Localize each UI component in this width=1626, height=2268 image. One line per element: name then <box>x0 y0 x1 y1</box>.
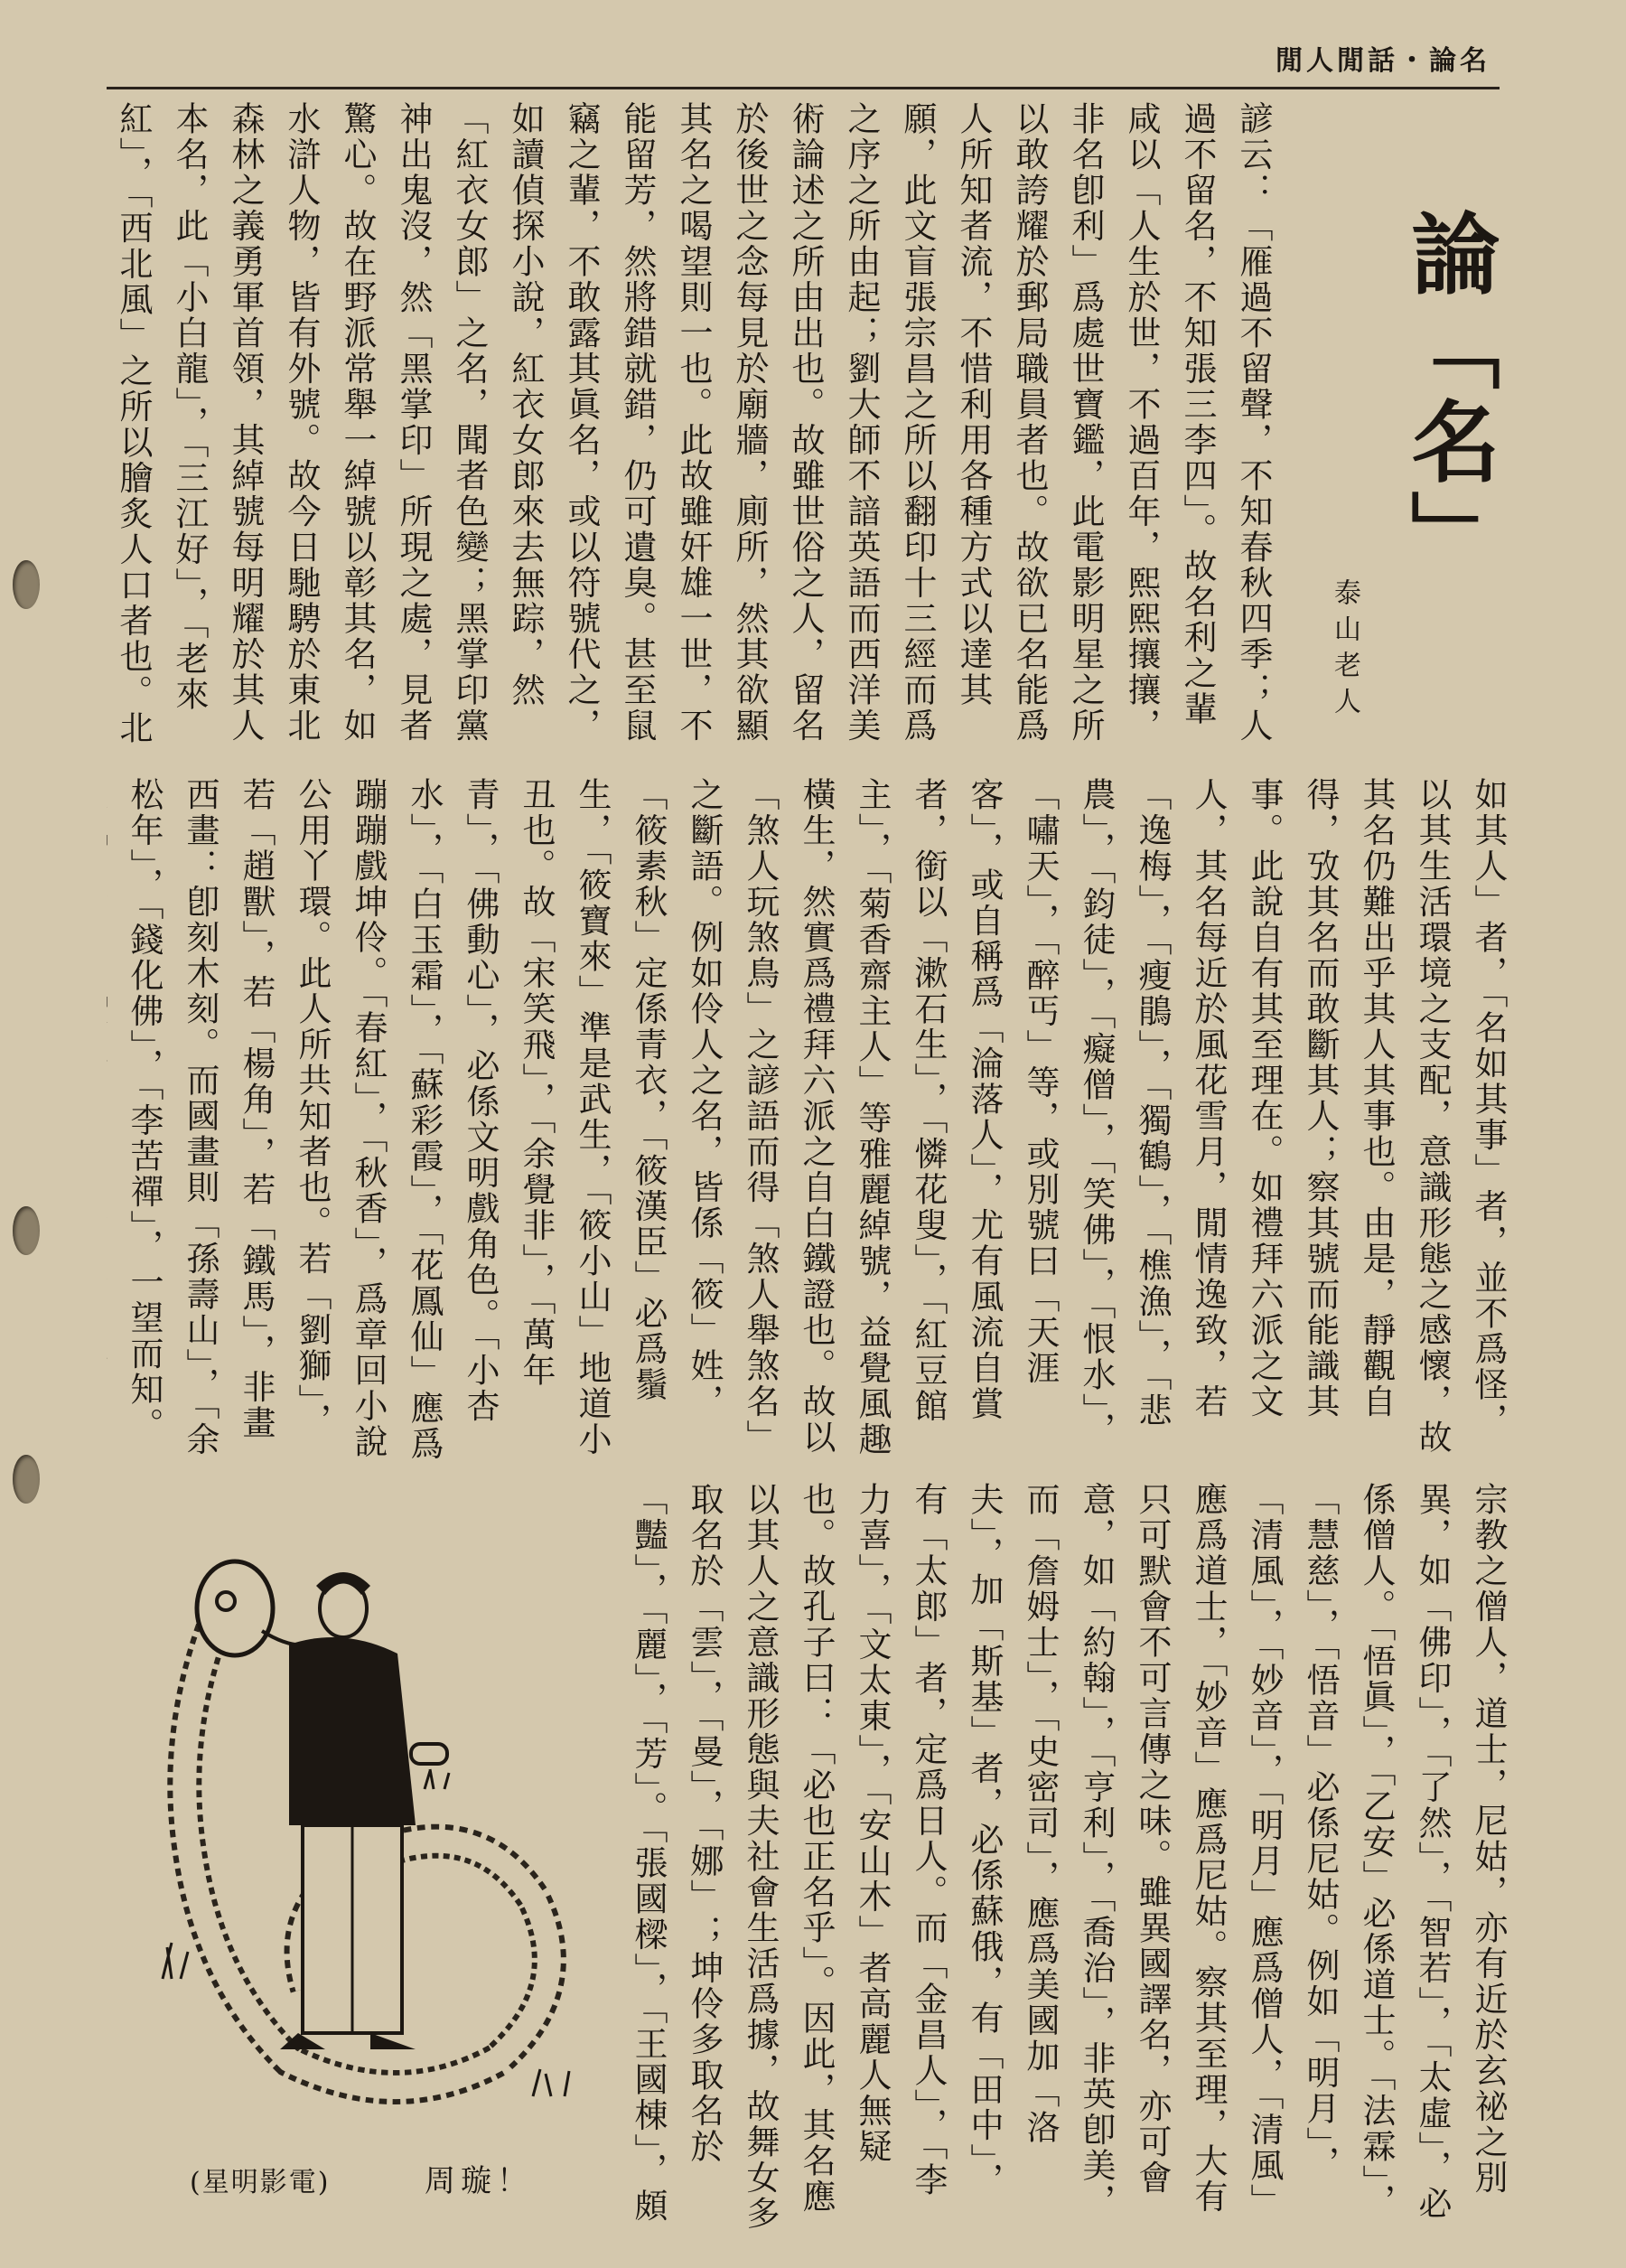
article-top-section: 諺云：「雁過不留聲，不知春秋四季；人過不留名，不知張三李四」。故名利之輩咸以「人生於世，不過百年，熙熙攘攘，非名卽利」爲處世寶鑑，此電影明星之所以敢誇耀於郵局職員者也。故欲已名能爲人所知者流，不惜利用各種方式以達其願，此文盲張宗昌之所以翻印十三經而爲之序之所由起；劉大師不諳英語而西洋美術論述之所由出也。故雖世俗之人，留名於後世之念每見於廟牆，廁所，然其欲顯其名之喝望則一也。此故雖奸雄一世，不能留芳，然將錯就錯，仍可遺臭。甚至鼠竊之輩，不敢露其眞名，或以符號代之，如讀偵探小說，紅衣女郎來去無踪，然「紅衣女郎」之名，聞者色變；黑掌印黨神出鬼沒，然「黑掌印」所現之處，見者驚心。故在野派常舉一綽號以彰其名，如水滸人物，皆有外號。故今日馳騁於東北森林之義勇軍首領，其綽號每明耀於其人本名，此「小白龍」，「三江好」，「老來紅」，「西北風」之所以膾炙人口者也。北 <box>114 101 1273 746</box>
binding-hole <box>13 1206 40 1255</box>
article-bottom-section: 宗教之僧人，道士，尼姑，亦有近於玄祕之別異，如「佛印」，「了然」，「智若」，「太虛」，必係僧人。「悟眞」，「乙安」必係道士。「法霖」，「慧慈」，「悟音」必係尼姑。例如「明月」，「清風」，「妙音」，「明月」應爲僧人，「清風」應爲道士，「妙音」應爲尼姑。察其至理，大有只可默會不可言傳之味。雖異國譯名，亦可會意，如「約翰」，「亨利」，「喬治」，非英卽美，而「詹姆士」，「史密司」，應爲美國加「洛夫」，加「斯基」者，必係蘇俄，有「田中」，有「太郎」者，定爲日人。而「金昌人」，「李力喜」，「文太東」，「安山木」者高麗人無疑也。故孔子曰：「必也正名乎」。因此，其名應以其人之意識形態與夫社會生活爲據，故舞女多取名於「雲」，「曼」，「娜」；坤伶多取名於「豔」，「麗」，「芳」。「張國樑」，「王國棟」，頗 <box>629 1482 1508 2232</box>
binding-hole <box>13 1455 40 1504</box>
cartoon-illustration <box>154 1554 587 2114</box>
running-header: 閒人閒話・論名 <box>1276 45 1490 77</box>
article-middle-section: 如其人」者，「名如其事」者，並不爲怪，以其生活環境之支配，意識形態之感懷，故其名仍難出乎其人其事也。由是，靜觀自得，攷其名而敢斷其人；察其號而能識其事。此說自有其至理在。如禮拜六派之文人，其名每近於風花雪月，閒情逸致，若「逸梅」，「瘦鵑」，「獨鶴」，「樵漁」，「悲農」，「鈞徒」，「癡僧」，「笑佛」，「恨水」，「嘯天」，「醉丐」等，或別號曰「天涯客」，或自稱爲「淪落人」，尤有風流自賞者，銜以「漱石生」，「憐花叟」，「紅豆館主」，「菊香齋主人」等雅麗綽號，益覺風趣橫生，然實爲禮拜六派之自白鐵證也。故以「煞人玩煞鳥」之諺語而得「煞人舉煞名」之斷語。例如伶人之名，皆係「筱」姓，「筱素秋」定係青衣，「筱漢臣」必爲鬚生，「筱寶來」準是武生，「筱小山」地道小丑也。故「宋笑飛」，「余覺非」，「萬年青」，「佛動心」，必係文明戲角色。「小杏水」，「白玉霜」，「蘇彩霞」，「花鳳仙」應爲蹦蹦戲坤伶。「春紅」，「秋香」，爲章回小說公用丫環。此人所共知者也。若「劉獅」，若「趙獸」，若「楊角」，若「鐵馬」，非畫西畫：卽刻木刻。而國畫則「孫壽山」，「余松年」，「錢化佛」，「李苦禪」，一望而知。 <box>125 777 1508 1462</box>
header-rule <box>107 87 1500 89</box>
author-name: 泰山老人 <box>1329 578 1360 723</box>
binding-hole <box>13 560 40 609</box>
article-title: 論「名」 <box>1397 208 1500 584</box>
illustration-credit: (星明影電) <box>190 2167 331 2198</box>
snake-head <box>197 1561 273 1655</box>
figure-standing <box>280 1572 447 2049</box>
illustration-caption: 周璇！ <box>425 2163 533 2199</box>
